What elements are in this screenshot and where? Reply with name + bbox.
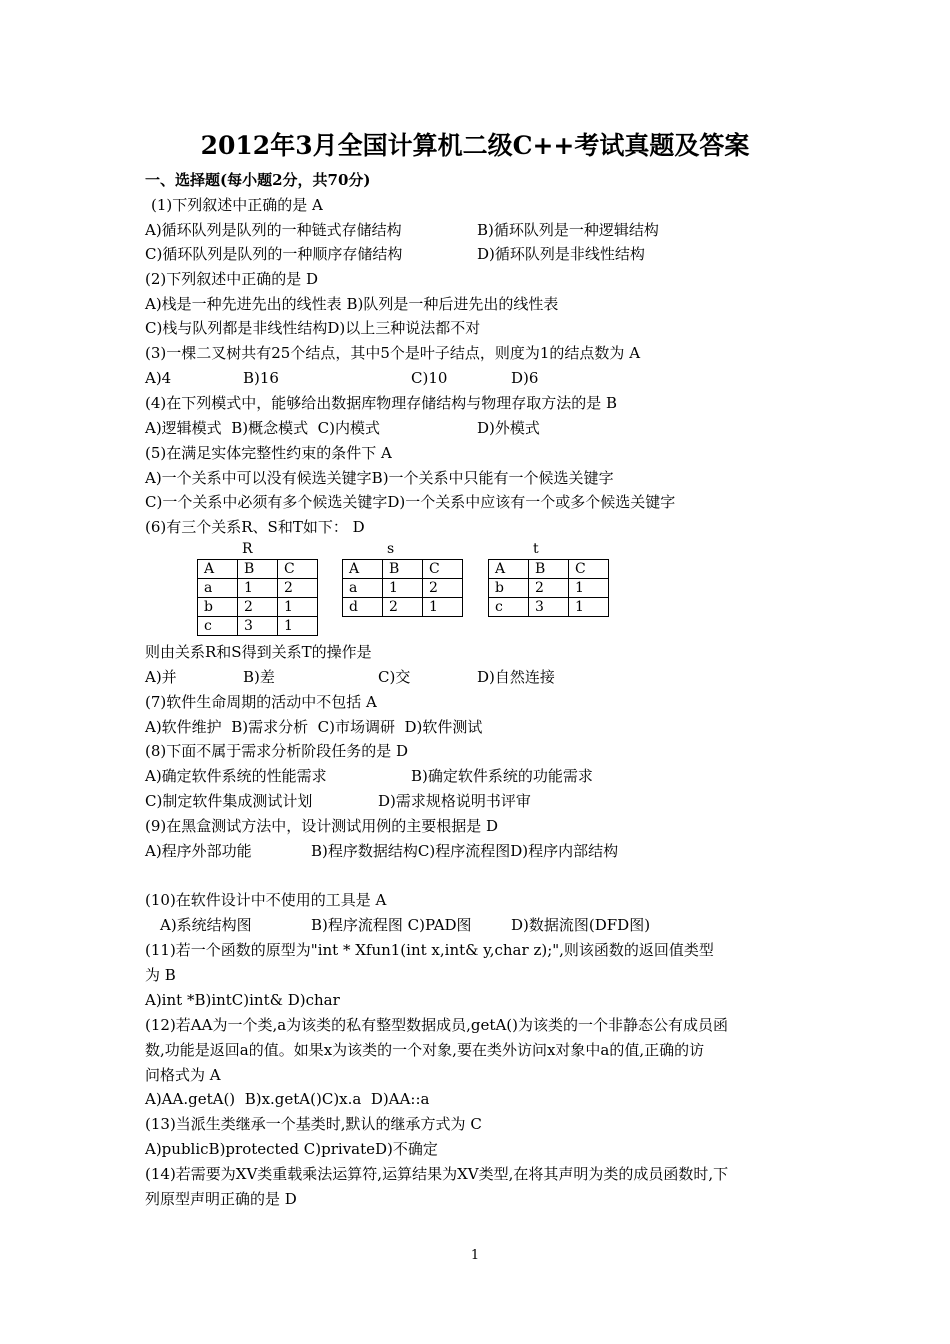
table-cell: A (198, 560, 238, 579)
table-cell: 2 (529, 579, 569, 598)
table-cell: 1 (278, 598, 318, 617)
q1-option-b: B)循环队列是一种逻辑结构 (477, 221, 659, 239)
table-cell: 3 (238, 617, 278, 636)
table-cell: B (529, 560, 569, 579)
q10-option-a: A)系统结构图 (160, 916, 252, 934)
table-cell: 3 (529, 598, 569, 617)
question-4: (4)在下列模式中，能够给出数据库物理存储结构与物理存取方法的是 B (145, 394, 618, 412)
relation-t-label: t (533, 541, 539, 557)
question-12-line3: 问格式为 A (145, 1066, 221, 1084)
q1-option-a: A)循环队列是队列的一种链式存储结构 (145, 221, 402, 239)
table-cell: 2 (423, 579, 463, 598)
q8-option-c: C)制定软件集成测试计划 (145, 792, 313, 810)
table-row (489, 560, 609, 579)
question-11-line1: (11)若一个函数的原型为"int * Xfun1(int x,int& y,char z);",则该函数的返回值类型 (145, 941, 714, 959)
table-row (198, 598, 318, 617)
q3-option-b: B)16 (243, 369, 279, 387)
table-cell: a (343, 579, 383, 598)
q6-option-a: A)并 (145, 668, 177, 686)
question-14-line2: 列原型声明正确的是 D (145, 1190, 297, 1208)
q6-option-c: C)交 (378, 668, 411, 686)
relation-s-label: s (387, 541, 395, 557)
q4-option-d: D)外模式 (477, 419, 540, 437)
table-cell: 1 (569, 598, 609, 617)
question-12-line1: (12)若AA为一个类,a为该类的私有整型数据成员,getA()为该类的一个非静态公有成员函 (145, 1016, 728, 1034)
table-cell: C (423, 560, 463, 579)
table-cell: 2 (383, 598, 423, 617)
q3-option-d: D)6 (511, 369, 539, 387)
relation-s-table (342, 559, 463, 617)
q2-options-cd: C)栈与队列都是非线性结构D)以上三种说法都不对 (145, 319, 481, 337)
table-cell: C (569, 560, 609, 579)
question-14-line1: (14)若需要为XV类重载乘法运算符,运算结果为XV类型,在将其声明为类的成员函数时,下 (145, 1165, 729, 1183)
table-row (343, 598, 463, 617)
q12-options: A)AA.getA() B)x.getA()C)x.a D)AA::a (145, 1090, 430, 1108)
table-cell: C (278, 560, 318, 579)
q3-option-a: A)4 (145, 369, 172, 387)
q3-option-c: C)10 (411, 369, 448, 387)
question-2: (2)下列叙述中正确的是 D (145, 270, 319, 288)
table-cell: 2 (278, 579, 318, 598)
table-cell: d (343, 598, 383, 617)
question-6: (6)有三个关系R、S和T如下： D (145, 518, 365, 536)
relation-r-table (197, 559, 318, 636)
table-cell: a (198, 579, 238, 598)
question-5: (5)在满足实体完整性约束的条件下 A (145, 444, 392, 462)
q4-options-abc: A)逻辑模式 B)概念模式 C)内模式 (145, 419, 380, 437)
table-row (198, 579, 318, 598)
table-cell: b (489, 579, 529, 598)
question-3: (3)一棵二叉树共有25个结点，其中5个是叶子结点，则度为1的结点数为 A (145, 344, 641, 362)
table-cell: c (489, 598, 529, 617)
page-number: 1 (470, 1248, 480, 1263)
q6-option-d: D)自然连接 (477, 668, 555, 686)
q10-options-bc: B)程序流程图 C)PAD图 (311, 916, 472, 934)
q9-options-bcd: B)程序数据结构C)程序流程图D)程序内部结构 (311, 842, 619, 860)
q11-options: A)int *B)intC)int& D)char (145, 991, 340, 1009)
table-row (489, 579, 609, 598)
q1-option-d: D)循环队列是非线性结构 (477, 245, 645, 263)
question-12-line2: 数,功能是返回a的值。如果x为该类的一个对象,要在类外访问x对象中a的值,正确的访 (145, 1041, 705, 1059)
q5-options-ab: A)一个关系中可以没有候选关键字B)一个关系中只能有一个候选关键字 (145, 469, 614, 487)
question-10: (10)在软件设计中不使用的工具是 A (145, 891, 387, 909)
question-11-line2: 为 B (145, 966, 176, 984)
table-cell: B (383, 560, 423, 579)
page-title: 2012年3月全国计算机二级C++考试真题及答案 (200, 131, 750, 160)
table-cell: b (198, 598, 238, 617)
table-cell: 1 (569, 579, 609, 598)
q13-options: A)publicB)protected C)privateD)不确定 (145, 1140, 438, 1158)
q7-options: A)软件维护 B)需求分析 C)市场调研 D)软件测试 (145, 718, 483, 736)
table-cell: A (343, 560, 383, 579)
section-heading: 一、选择题(每小题2分，共70分) (145, 171, 371, 189)
question-7: (7)软件生命周期的活动中不包括 A (145, 693, 377, 711)
table-row (198, 560, 318, 579)
table-cell: 2 (238, 598, 278, 617)
relation-t-table (488, 559, 609, 617)
q6-option-b: B)差 (243, 668, 275, 686)
q2-options-ab: A)栈是一种先进先出的线性表 B)队列是一种后进先出的线性表 (145, 295, 559, 313)
table-cell: A (489, 560, 529, 579)
table-cell: 1 (238, 579, 278, 598)
table-cell: 1 (278, 617, 318, 636)
q9-option-a: A)程序外部功能 (145, 842, 252, 860)
table-cell: B (238, 560, 278, 579)
table-cell: c (198, 617, 238, 636)
q8-option-d: D)需求规格说明书评审 (378, 792, 531, 810)
q8-option-a: A)确定软件系统的性能需求 (145, 767, 327, 785)
table-cell: 1 (423, 598, 463, 617)
table-row (343, 560, 463, 579)
relation-r-label: R (242, 541, 253, 557)
table-row (343, 579, 463, 598)
q5-options-cd: C)一个关系中必须有多个候选关键字D)一个关系中应该有一个或多个候选关键字 (145, 493, 676, 511)
question-13: (13)当派生类继承一个基类时,默认的继承方式为 C (145, 1115, 482, 1133)
table-cell: 1 (383, 579, 423, 598)
q8-option-b: B)确定软件系统的功能需求 (411, 767, 593, 785)
q6-follow-text: 则由关系R和S得到关系T的操作是 (145, 643, 372, 661)
question-9: (9)在黑盒测试方法中，设计测试用例的主要根据是 D (145, 817, 499, 835)
table-row (489, 598, 609, 617)
question-8: (8)下面不属于需求分析阶段任务的是 D (145, 742, 409, 760)
q1-option-c: C)循环队列是队列的一种顺序存储结构 (145, 245, 403, 263)
question-1: (1)下列叙述中正确的是 A (151, 196, 323, 214)
q10-option-d: D)数据流图(DFD图) (511, 916, 651, 934)
table-row (198, 617, 318, 636)
